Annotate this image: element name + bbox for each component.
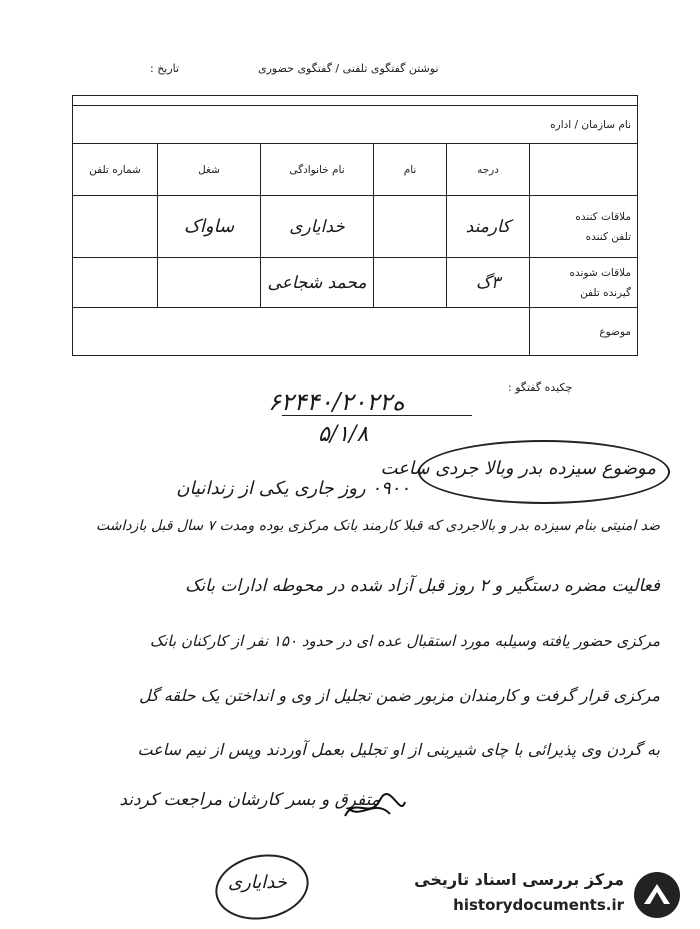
row1-family: خدایاری <box>261 196 374 258</box>
memo-line-3: فعالیت مضره دستگیر و ۲ روز قبل آزاد شده در محوطه ادارات بانک <box>185 576 660 596</box>
file-number: ۶۲۴۴۰/۲۰ه۲۲ <box>268 388 405 416</box>
column-header-rank: درجه <box>447 144 530 196</box>
table-row <box>73 258 638 308</box>
date-label: تاریخ : <box>150 62 180 75</box>
row1-name <box>374 196 447 258</box>
column-header-name: نام <box>374 144 447 196</box>
memo-line-6: به گردن وی پذیرائی با چای شیرینی از او تجلیل بعمل آوردند وپس از نیم ساعت <box>137 740 660 759</box>
row2-label: ملاقات شونده گیرنده تلفن <box>530 258 638 308</box>
column-header-job: شغل <box>158 144 261 196</box>
row2-name <box>374 258 447 308</box>
row1-job: ساواک <box>158 196 261 258</box>
row2-family: محمد شجاعی <box>261 258 374 308</box>
summary-label: چکیده گفتگو : <box>508 381 573 394</box>
row3-value <box>73 308 530 356</box>
watermark-org: مرکز بررسی اسناد تاریخی <box>414 870 624 889</box>
file-number-underline <box>282 415 472 416</box>
row2-rank: ۳گ <box>447 258 530 308</box>
row1-phone <box>73 196 158 258</box>
row1-rank: کارمند <box>447 196 530 258</box>
table-row <box>73 196 638 258</box>
watermark-site: historydocuments.ir <box>453 896 624 914</box>
file-date: ۵/۱/۸ <box>318 422 369 447</box>
watermark <box>408 866 688 922</box>
signature: خدایاری <box>228 872 287 893</box>
book-logo-icon <box>632 870 682 920</box>
contact-form-table <box>72 95 638 356</box>
column-header-family: نام خانوادگی <box>261 144 374 196</box>
org-row <box>73 106 638 144</box>
form-title: نوشتن گفتگوی تلفنی / گفتگوی حضوری <box>258 62 439 75</box>
row2-phone <box>73 258 158 308</box>
table-top-strip <box>73 96 638 106</box>
memo-line-1: ۰۹۰۰ روز جاری یکی از زندانیان <box>176 478 410 499</box>
memo-line-7: متفرق و بسر کارشان مراجعت کردند <box>119 790 380 810</box>
org-label: نام سازمان / اداره <box>550 118 631 131</box>
table-row <box>73 308 638 356</box>
memo-line-5: مرکزی قرار گرفت و کارمندان مزبور ضمن تجلیل از وی و انداختن یک حلقه گل <box>139 686 660 705</box>
column-header-phone: شماره تلفن <box>73 144 158 196</box>
row1-label: ملاقات کننده تلفن کننده <box>530 196 638 258</box>
row3-label: موضوع <box>530 308 638 356</box>
memo-subject: موضوع سیزده بدر وبالا جردی ساعت <box>380 458 656 479</box>
memo-line-4: مرکزی حضور یافته وسیلبه مورد استقبال عده ای در حدود ۱۵۰ نفر از کارکنان بانک <box>149 632 660 650</box>
column-header-blank <box>530 144 638 196</box>
row2-job <box>158 258 261 308</box>
scribble-mark <box>340 790 410 826</box>
memo-line-2: ضد امنیتی بنام سیزده بدر و بالاجردی که قبلا کارمند بانک مرکزی بوده ومدت ۷ سال قبل بازداشت <box>95 518 660 534</box>
